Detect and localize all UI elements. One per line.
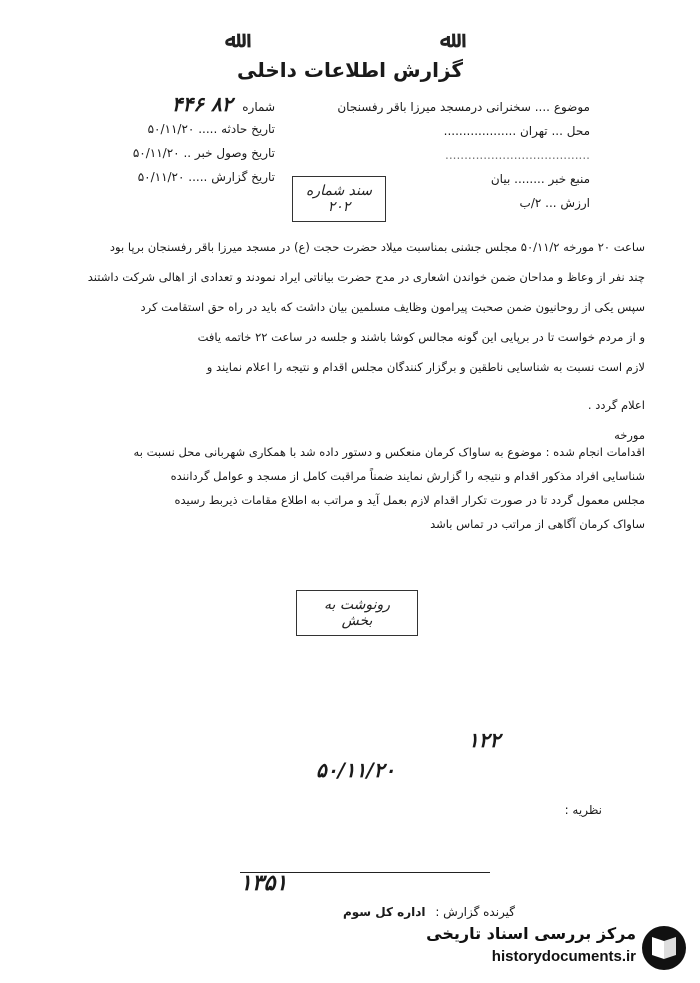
reporter (343, 905, 515, 919)
body-line: ساعت ۲۰ مورخه ۵۰/۱۱/۲ مجلس جشنی بمناسبت میلاد حضرت حجت (ع) در مسجد میرزا باقر رفسنجان برپا بود (109, 240, 645, 254)
page-title: گزارش اطلاعات داخلی (236, 58, 464, 82)
remarks-label: نظریه : (564, 803, 602, 817)
watermark-name: مرکز بررسی اسناد تاریخی (426, 924, 636, 943)
watermark-url: historydocuments.ir (491, 948, 636, 965)
place-value: تهران (519, 124, 548, 138)
emblem-icon: ﷲ (225, 28, 238, 53)
emblem-icon: ﷲ (440, 28, 453, 53)
incident-date-label: تاریخ حادثه (221, 122, 275, 136)
source-label: منبع خبر (548, 172, 590, 186)
source-value: بیان (490, 172, 511, 186)
reporter-value: اداره کل سوم (342, 905, 426, 919)
body-line: مجلس معمول گردد تا در صورت تکرار اقدام لازم بعمل آید و مراتب به اطلاع مقامات ذیربط رسیده (174, 493, 645, 507)
handwritten-signature: ۵۰/۱۱/۲۰ (316, 758, 396, 782)
receipt-date-value: ۵۰/۱۱/۲۰ (132, 146, 180, 160)
handwritten-number: ۱۲۲ (468, 728, 501, 752)
body-line: لازم است نسبت به شناسایی ناطقین و برگزار کنندگان مجلس اقدام و نتیجه را اعلام نمایند و (206, 360, 645, 374)
subject-label: موضوع (553, 100, 590, 114)
body-line: مورخه (614, 428, 645, 442)
body-line: ساواک کرمان آگاهی از مراتب در تماس باشد (430, 517, 645, 531)
actions-taken (55, 440, 645, 536)
archive-number: ۱۳۵۱ (240, 870, 288, 896)
watermark (418, 922, 688, 974)
report-date-label: تاریخ گزارش (211, 170, 275, 184)
incident-date-value: ۵۰/۱۱/۲۰ (147, 122, 195, 136)
body-line: شناسایی افراد مذکور اقدام و نتیجه را گزارش نمایند ضمناً مراقبت کامل از مسجد و عوامل گرداننده (170, 469, 645, 483)
evaluation-label: ارزش (560, 196, 590, 210)
left-meta: شماره ۸۲ ۴۴۶ تاریخ حادثه ..... ۵۰/۱۱/۲۰ تاریخ وصول خبر .. ۵۰/۱۱/۲۰ تاریخ گزارش ..... ۵۰/۱۱/۲۰ (132, 92, 275, 184)
place-label: محل (566, 124, 590, 138)
evaluation-value: ۲/ب (519, 196, 542, 210)
body-line: و از مردم خواست تا در برپایی این گونه مجالس کوشا باشند و جلسه در ساعت ۲۲ خاتمه یافت (197, 330, 645, 344)
right-meta: موضوع .... سخنرانی درمسجد میرزا باقر رفسنجان محل ... تهران ................... ...................................... منبع خبر ........ بیان ارزش ... ۲/ب (337, 100, 590, 210)
body-line: اقدامات انجام شده : موضوع به ساواک کرمان منعکس و دستور داده شد با همکاری شهربانی محل نسبت به (133, 445, 645, 459)
copy-stamp: رونوشت به بخش (296, 590, 418, 636)
body-line: سپس یکی از روحانیون ضمن صحبت پیرامون وظایف مسلمین بیان داشت که باید در راه حق استقامت کرد (140, 300, 645, 314)
number-label: شماره (242, 100, 275, 114)
book-logo-icon (642, 926, 686, 970)
receipt-date-label: تاریخ وصول خبر (194, 146, 275, 160)
report-date-value: ۵۰/۱۱/۲۰ (137, 170, 185, 184)
report-body (55, 232, 645, 450)
subject-value: سخنرانی درمسجد میرزا باقر رفسنجان (337, 100, 531, 114)
reporter-label: گیرنده گزارش : (435, 905, 515, 919)
body-line: اعلام گردد . (587, 398, 645, 412)
body-line: چند نفر از وعاظ و مداحان ضمن خواندن اشعاری در مدح حضرت بیاناتی ایراد نمودند و تعدادی از اهالی شرکت داشتند (87, 270, 645, 284)
number-value: ۸۲ ۴۴۶ (171, 92, 233, 116)
document-stamp: سند شماره ۲۰۲ (292, 176, 386, 222)
